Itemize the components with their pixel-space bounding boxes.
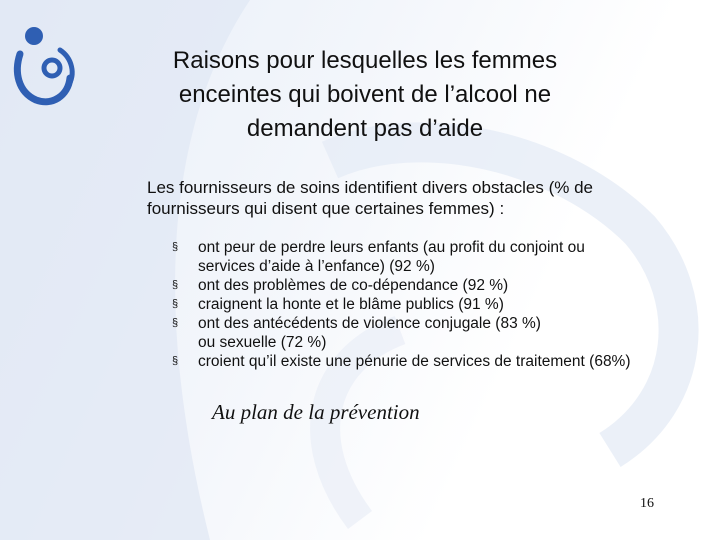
- bullet-marker: §: [172, 317, 179, 329]
- prevention-subtitle: Au plan de la prévention: [212, 400, 420, 424]
- list-item: [172, 276, 712, 295]
- obstacle-list: [172, 238, 712, 371]
- intro-line: Les fournisseurs de soins identifient divers obstacles (% de: [147, 178, 594, 197]
- bullet-marker: §: [172, 298, 179, 310]
- intro-line: fournisseurs qui disent que certaines femmes) :: [147, 199, 505, 218]
- list-item: [172, 238, 712, 276]
- mother-child-logo-icon: [8, 20, 86, 110]
- bullet-marker: §: [172, 355, 179, 367]
- list-item: [172, 295, 712, 314]
- list-item-text: croient qu’il existe une pénurie de services de traitement (68%): [198, 353, 631, 370]
- intro-paragraph: [147, 177, 687, 219]
- list-item-text: ont des antécédents de violence conjugale (83 %): [198, 315, 541, 332]
- title-line: enceintes qui boivent de l’alcool ne: [178, 81, 552, 108]
- bullet-marker: §: [172, 241, 179, 253]
- list-item-text: craignent la honte et le blâme publics (91 %): [198, 296, 504, 313]
- list-item-text: ont des problèmes de co-dépendance (92 %): [198, 277, 509, 294]
- page-number: 16: [640, 496, 654, 511]
- title-line: Raisons pour lesquelles les femmes: [172, 47, 558, 74]
- list-item: [172, 314, 712, 352]
- bullet-marker: §: [172, 279, 179, 291]
- title-line: demandent pas d’aide: [246, 115, 484, 142]
- list-item-text: ont peur de perdre leurs enfants (au profit du conjoint ou: [198, 239, 585, 256]
- list-item-text: services d’aide à l’enfance) (92 %): [198, 258, 435, 275]
- list-item: [172, 352, 712, 371]
- list-item-text: ou sexuelle (72 %): [198, 334, 327, 351]
- slide-title: [130, 44, 600, 146]
